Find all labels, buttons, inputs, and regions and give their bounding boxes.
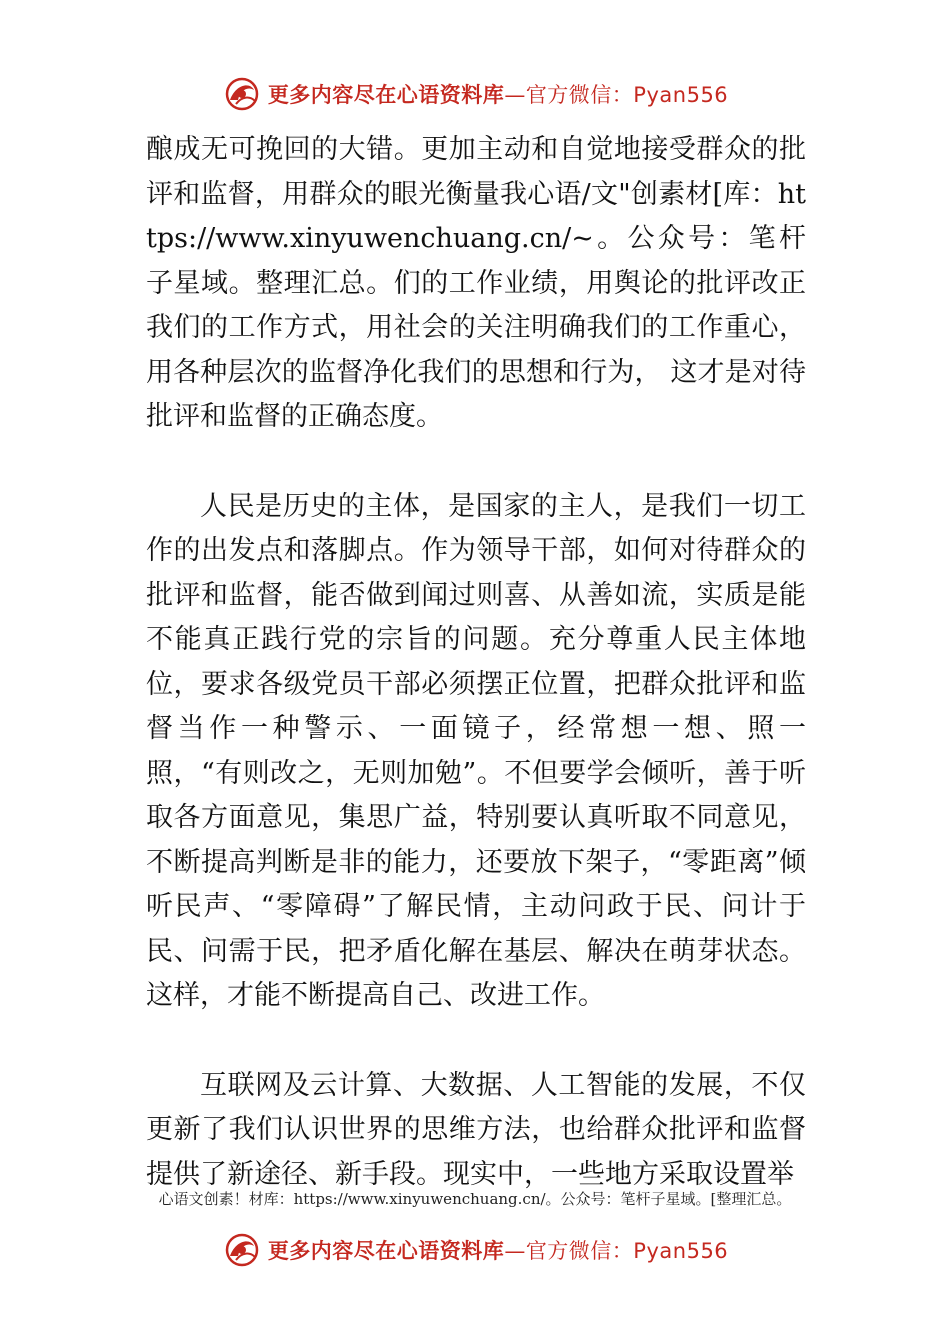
footer-banner-text: 更多内容尽在心语资料库—官方微信：Pyan556: [267, 1239, 729, 1263]
footer-banner: [0, 1228, 950, 1272]
paragraph-3: 互联网及云计算、大数据、人工智能的发展，不仅更新了我们认识世界的思维方法，也给群众批评和监督提供了新途径、新手段。现实中，一些地方采取设置举: [146, 1069, 806, 1190]
paragraph-2: 人民是历史的主体，是国家的主人，是我们一切工作的出发点和落脚点。作为领导干部，如何对待群众的批评和监督，能否做到闻过则喜、从善如流，实质是能不能真正践行党的宗旨的问题。充分尊重人民主体地位，要求各级党员干部必须摆正位置，把群众批评和监督当作一种警示、一面镜子，经常想一想、照一照，“有则改之，无则加勉”。不但要学会倾听，善于听取各方面意见，集思广益，特别要认真听取不同意见，不断提高判断是非的能力，还要放下架子，“零距离”倾听民声、“零障碍”了解民情，主动问政于民、问计于民、问需于民，把矛盾化解在基层、解决在萌芽状态。这样，才能不断提高自己、改进工作。: [146, 490, 806, 1011]
paragraph-spacer: [146, 440, 806, 485]
header-banner-text: 更多内容尽在心语资料库—官方微信：Pyan556: [267, 83, 729, 107]
header-banner: [0, 72, 950, 116]
paragraph-1: 酿成无可挽回的大错。更加主动和自觉地接受群众的批评和监督，用群众的眼光衡量我心语/文"创素材[库：https://www.xinyuwenchuang.cn/~。公众号：笔杆子星域。整理汇总。们的工作业绩，用舆论的批评改正我们的工作方式，用社会的关注明确我们的工作重心，用各种层次的监督净化我们的思想和行为， 这才是对待批评和监督的正确态度。: [146, 134, 806, 432]
swirl-logo-icon: [222, 1230, 262, 1270]
document-body: [146, 128, 806, 1197]
footer-note: 心语文创素！材库：https://www.xinyuwenchuang.cn/。公众号：笔杆子星域。[整理汇总。: [158, 1190, 792, 1208]
paragraph-spacer: [146, 1019, 806, 1064]
swirl-logo-icon: [222, 74, 262, 114]
